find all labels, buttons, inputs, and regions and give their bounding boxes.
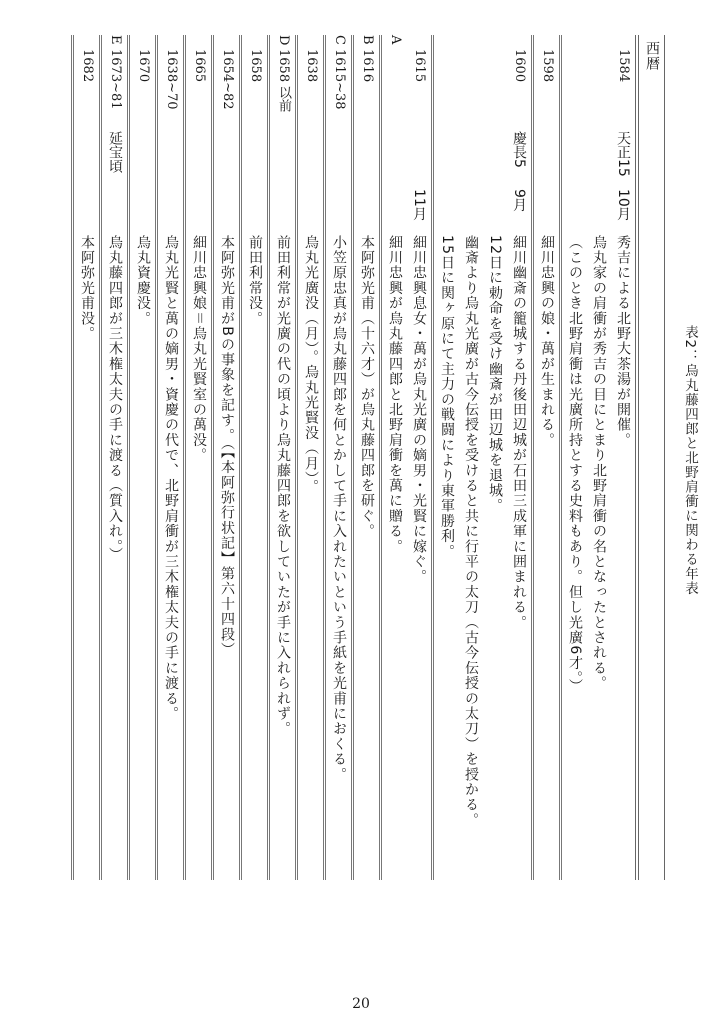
year-cell: 1615 <box>412 49 427 83</box>
year-cell: 1673~81 <box>108 49 123 110</box>
row-label <box>483 35 507 49</box>
row-label: A <box>388 35 403 45</box>
event-text: 細川忠興の娘・萬が生まれる。 <box>539 235 555 448</box>
month-cell <box>383 189 407 235</box>
row-line <box>587 35 611 880</box>
month-cell <box>103 189 127 235</box>
month-cell: 9月 <box>511 189 527 212</box>
event-text: 烏丸光廣没（月）。烏丸光賢没（月）。 <box>303 235 319 495</box>
era-cell <box>483 131 507 189</box>
year-cell: 1658 以前 <box>276 49 291 113</box>
row-label: E <box>108 35 123 45</box>
table-row <box>239 35 267 880</box>
row-line <box>159 35 183 880</box>
year-cell: 1658 <box>248 49 263 83</box>
event-text: 前田利常没。 <box>247 235 263 327</box>
year-column-header: 西暦 <box>644 41 660 71</box>
table-row <box>323 35 351 880</box>
era-cell <box>587 131 611 189</box>
row-line <box>459 35 483 880</box>
era-cell <box>299 131 323 189</box>
row-label <box>459 35 483 49</box>
table-row <box>183 35 211 880</box>
era-cell <box>383 131 407 189</box>
event-text: （このとき北野肩衝は光廣所持とする史料もあり。但し光廣6才。） <box>567 235 583 695</box>
row-label <box>243 35 267 49</box>
event-text: 秀吉による北野大茶湯が開催。 <box>615 235 631 448</box>
page-number: 20 <box>352 996 370 1012</box>
table-row <box>379 35 431 880</box>
table-row <box>295 35 323 880</box>
row-line <box>355 35 379 880</box>
row-label <box>587 35 611 49</box>
era-cell <box>355 131 379 189</box>
year-cell: 1600 <box>512 49 527 83</box>
row-line <box>563 35 587 880</box>
month-cell <box>299 189 323 235</box>
row-line <box>507 35 531 880</box>
row-label <box>131 35 155 49</box>
month-cell <box>271 189 295 235</box>
month-cell: 10月 <box>615 189 631 221</box>
year-cell <box>435 49 459 131</box>
month-cell <box>355 189 379 235</box>
table-row <box>531 35 559 880</box>
row-line <box>407 35 431 880</box>
era-cell <box>535 131 559 189</box>
month-cell <box>131 189 155 235</box>
event-text: 烏丸家の肩衝が秀吉の目にとまり北野肩衝の名となったとされる。 <box>591 235 607 691</box>
row-line <box>187 35 211 880</box>
row-label: B <box>360 35 375 45</box>
event-text: 細川忠興娘＝烏丸光賢室の萬没。 <box>191 235 207 463</box>
row-label: C <box>332 35 347 45</box>
table-row <box>99 35 127 880</box>
era-cell <box>187 131 211 189</box>
row-label <box>159 35 183 49</box>
row-label <box>299 35 323 49</box>
era-cell <box>75 131 99 189</box>
table-row <box>351 35 379 880</box>
era-cell <box>131 131 155 189</box>
row-label <box>187 35 211 49</box>
table-caption: 表2：烏丸藤四郎と北野肩衝に関わる年表 <box>682 325 698 596</box>
year-cell: 1616 <box>360 49 375 83</box>
era-cell <box>271 131 295 189</box>
month-cell <box>327 189 351 235</box>
row-label: D <box>276 35 291 46</box>
row-label <box>611 35 635 49</box>
year-cell <box>563 49 587 131</box>
row-line <box>131 35 155 880</box>
year-cell: 1584 <box>616 49 631 83</box>
year-cell <box>483 49 507 131</box>
table-row <box>267 35 295 880</box>
era-cell: 慶長5 <box>511 131 527 168</box>
row-line <box>611 35 635 880</box>
row-line <box>75 35 99 880</box>
year-cell: 1670 <box>136 49 151 83</box>
row-label <box>563 35 587 49</box>
row-label <box>407 35 431 49</box>
row-line <box>535 35 559 880</box>
row-label <box>435 35 459 49</box>
year-cell <box>459 49 483 131</box>
month-cell <box>75 189 99 235</box>
year-cell: 1638~70 <box>164 49 179 110</box>
row-line <box>483 35 507 880</box>
row-label <box>507 35 531 49</box>
table-row <box>127 35 155 880</box>
era-cell <box>435 131 459 189</box>
month-cell <box>159 189 183 235</box>
row-line <box>327 35 351 880</box>
table-row <box>559 35 635 880</box>
event-text: 烏丸資慶没。 <box>135 235 151 327</box>
month-cell <box>535 189 559 235</box>
era-cell <box>243 131 267 189</box>
event-text: 本阿弥光甫（十六才）が烏丸藤四郎を研ぐ。 <box>359 235 375 539</box>
era-cell <box>159 131 183 189</box>
table-row <box>71 35 99 880</box>
month-cell <box>215 189 239 235</box>
event-text: 本阿弥光甫没。 <box>79 235 95 342</box>
event-text: 前田利常が光廣の代の頃より烏丸藤四郎を欲していたが手に入れられず。 <box>275 235 291 737</box>
event-text: 細川幽斎の籠城する丹後田辺城が石田三成軍に囲まれる。 <box>511 235 527 631</box>
month-cell <box>435 189 459 235</box>
event-text: 細川忠興息女・萬が烏丸光廣の嫡男・光賢に嫁ぐ。 <box>411 235 427 585</box>
month-cell <box>459 189 483 235</box>
era-cell <box>459 131 483 189</box>
event-text: 烏丸藤四郎が三木権太夫の手に渡る（質入れ。） <box>107 235 123 563</box>
event-text: 烏丸光賢と萬の嫡男・資慶の代で、北野肩衝が三木権太夫の手に渡る。 <box>163 235 179 722</box>
year-cell: 1654~82 <box>220 49 235 110</box>
row-line <box>435 35 459 880</box>
event-text: 本阿弥光甫がBの事象を記す。（【本阿弥行状記】第六十四段） <box>219 235 235 658</box>
year-cell <box>383 49 407 131</box>
month-cell <box>563 189 587 235</box>
month-cell <box>187 189 211 235</box>
era-cell: 延宝頃 <box>107 131 123 173</box>
row-label <box>535 35 559 49</box>
era-cell <box>563 131 587 189</box>
event-text: 細川忠興が烏丸藤四郎と北野肩衝を萬に贈る。 <box>387 235 403 555</box>
row-line <box>103 35 127 880</box>
event-text: 12日に勅命を受け幽斎が田辺城を退城。 <box>487 235 503 514</box>
month-cell: 11月 <box>411 189 427 221</box>
year-cell: 1598 <box>540 49 555 83</box>
era-cell <box>327 131 351 189</box>
year-cell: 1638 <box>304 49 319 83</box>
event-text: 小笠原忠真が烏丸藤四郎を何とかして手に入れたいという手紙を光甫におくる。 <box>331 235 347 783</box>
table-row <box>155 35 183 880</box>
month-cell <box>587 189 611 235</box>
year-cell: 1615~38 <box>332 49 347 110</box>
table-header-row <box>635 35 664 880</box>
year-cell <box>587 49 611 131</box>
month-cell <box>483 189 507 235</box>
table-row <box>431 35 531 880</box>
era-cell: 天正15 <box>615 131 631 177</box>
era-cell <box>407 131 431 189</box>
year-cell: 1682 <box>80 49 95 83</box>
row-line <box>271 35 295 880</box>
row-line <box>299 35 323 880</box>
row-line <box>215 35 239 880</box>
row-line <box>383 35 407 880</box>
event-text: 幽斎より烏丸光廣が古今伝授を受けると共に行平の太刀（古今伝授の太刀）を授かる。 <box>463 235 479 828</box>
table-row <box>211 35 239 880</box>
month-cell <box>243 189 267 235</box>
era-cell <box>215 131 239 189</box>
chronology-table <box>71 35 665 880</box>
row-label <box>215 35 239 49</box>
event-text: 15日に関ヶ原にて主力の戦闘により東軍勝利。 <box>439 235 455 560</box>
row-label <box>75 35 99 49</box>
row-line <box>243 35 267 880</box>
year-cell: 1665 <box>192 49 207 83</box>
